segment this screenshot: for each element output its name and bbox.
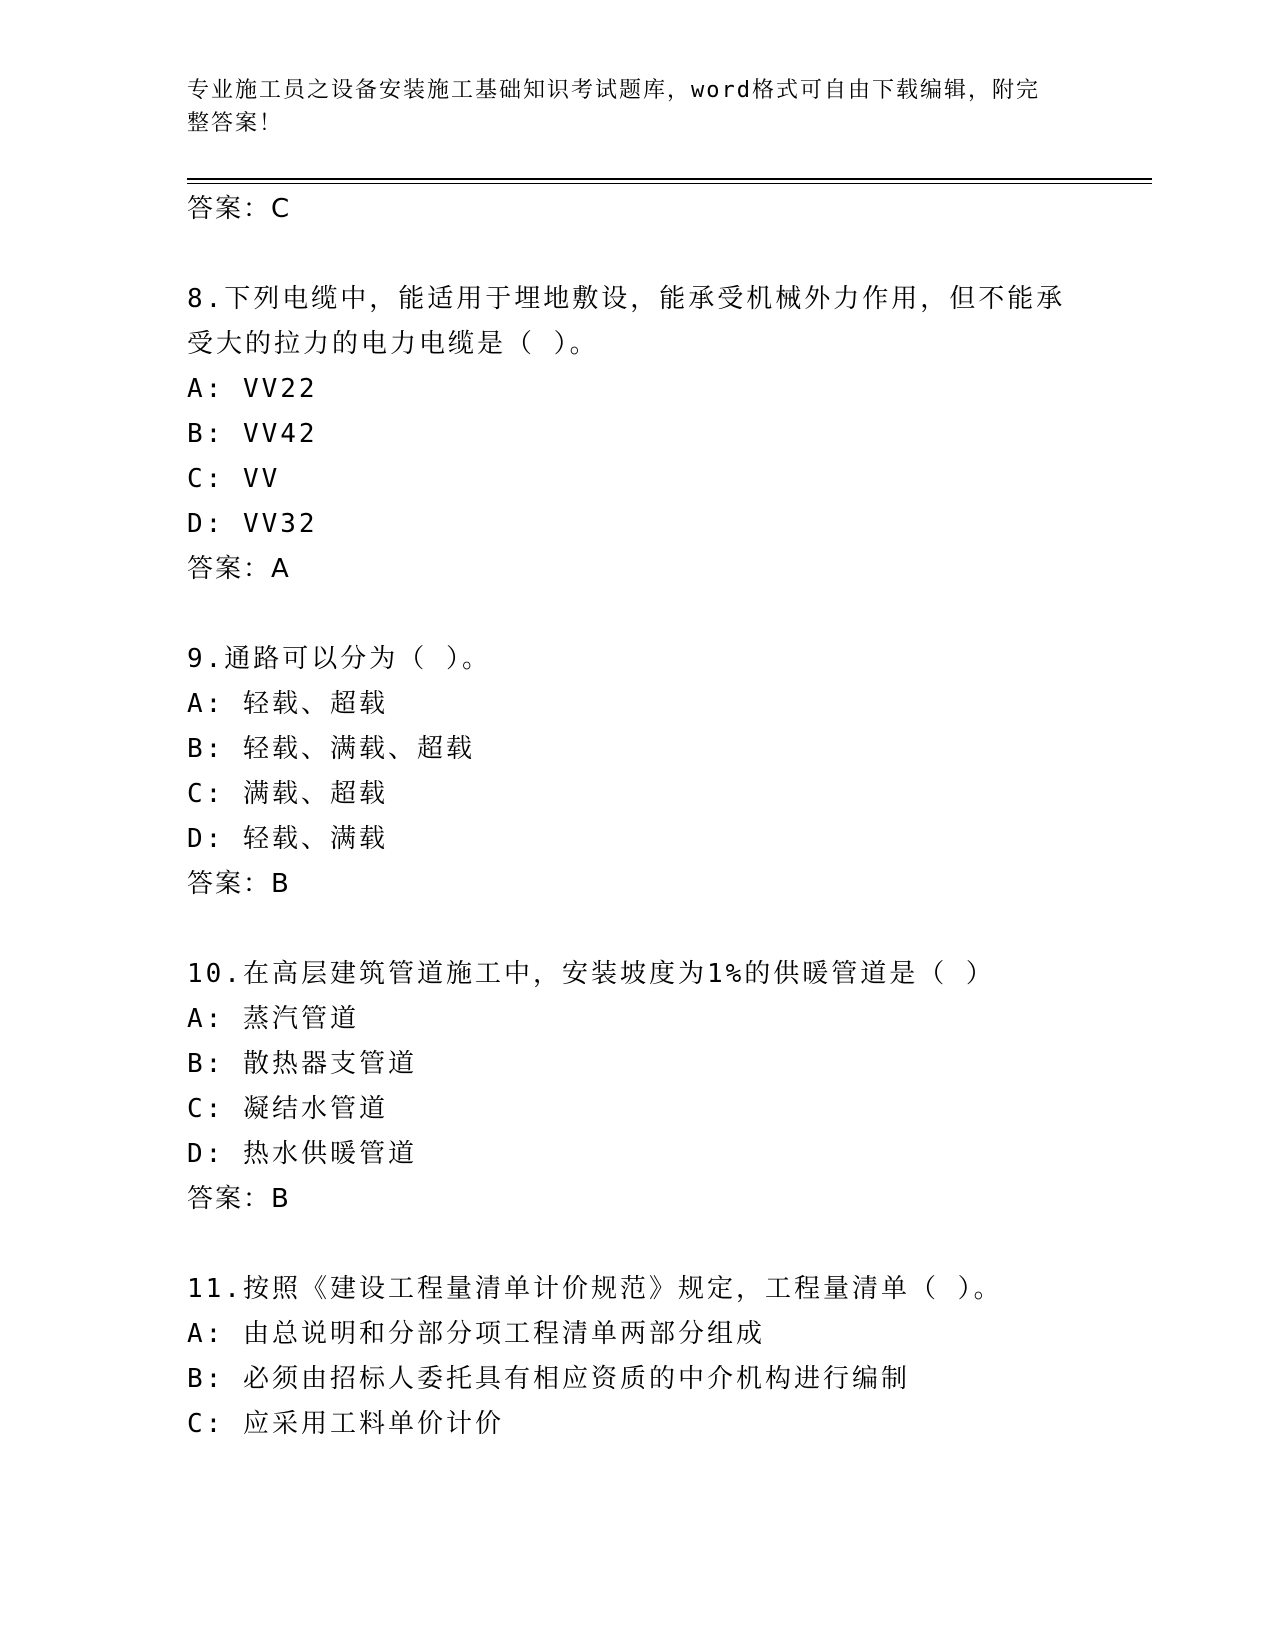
- document-header: [187, 74, 1067, 140]
- option-a: A: 由总说明和分部分项工程清单两部分组成: [187, 1319, 765, 1349]
- option-a: A: 轻载、超载: [187, 689, 388, 719]
- answer-line: 答案：C: [187, 194, 292, 224]
- question-stem: 受大的拉力的电力电缆是（ ）。: [187, 329, 599, 359]
- option-d: D: 热水供暖管道: [187, 1139, 417, 1169]
- answer-line: 答案：B: [187, 869, 291, 899]
- option-d: D: 轻载、满载: [187, 824, 388, 854]
- header-divider: [187, 178, 1152, 180]
- answer-line: 答案：A: [187, 554, 291, 584]
- question-stem: 9.通路可以分为（ ）。: [187, 644, 491, 674]
- option-d: D: VV32: [187, 509, 318, 539]
- option-b: B: 散热器支管道: [187, 1049, 417, 1079]
- question-stem: 8.下列电缆中，能适用于埋地敷设，能承受机械外力作用，但不能承: [187, 284, 1066, 314]
- option-c: C: 凝结水管道: [187, 1094, 388, 1124]
- option-b: B: 轻载、满载、超载: [187, 734, 475, 764]
- option-c: C: 应采用工料单价计价: [187, 1409, 504, 1439]
- header-line-1: 专业施工员之设备安装施工基础知识考试题库，word格式可自由下载编辑，附完: [187, 78, 1040, 103]
- answer-line: 答案：B: [187, 1184, 291, 1214]
- option-c: C: VV: [187, 464, 281, 494]
- option-b: B: VV42: [187, 419, 318, 449]
- question-stem: 10.在高层建筑管道施工中，安装坡度为1%的供暖管道是（ ）: [187, 959, 995, 989]
- option-a: A: 蒸汽管道: [187, 1004, 359, 1034]
- option-a: A: VV22: [187, 374, 318, 404]
- option-c: C: 满载、超载: [187, 779, 388, 809]
- header-divider-thin: [187, 183, 1152, 184]
- option-b: B: 必须由招标人委托具有相应资质的中介机构进行编制: [187, 1364, 910, 1394]
- question-stem: 11.按照《建设工程量清单计价规范》规定，工程量清单（ ）。: [187, 1274, 1003, 1304]
- header-line-2: 整答案！: [187, 111, 284, 136]
